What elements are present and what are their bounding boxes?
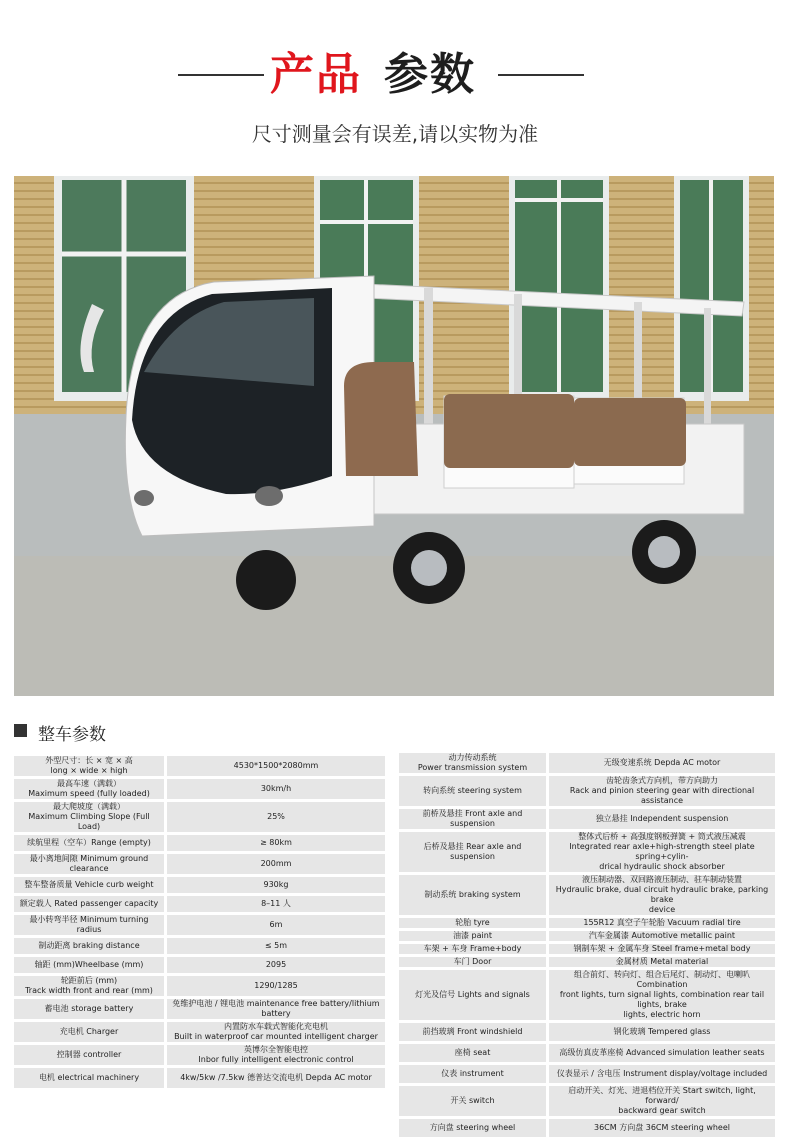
- spec-label: 动力传动系统 Power transmission system: [399, 753, 549, 773]
- spec-row: [14, 877, 385, 893]
- window-3: [509, 176, 609, 401]
- window-4: [674, 176, 749, 401]
- spec-row: [399, 1044, 775, 1062]
- spec-row: [399, 970, 775, 1020]
- spec-value: ≥ 80km: [167, 835, 385, 851]
- spec-row: [399, 931, 775, 941]
- spec-value: 独立悬挂 Independent suspension: [549, 809, 775, 829]
- spec-value: 8–11 人: [167, 896, 385, 912]
- spec-label: 灯光及信号 Lights and signals: [399, 970, 549, 1020]
- spec-row: [14, 756, 385, 776]
- spec-label: 制动距离 braking distance: [14, 938, 167, 954]
- spec-value: 36CM 方向盘 36CM steering wheel: [549, 1119, 775, 1137]
- spec-value: 4kw/5kw /7.5kw 德普达交流电机 Depda AC motor: [167, 1068, 385, 1088]
- spec-row: [399, 875, 775, 915]
- spec-label: 座椅 seat: [399, 1044, 549, 1062]
- spec-row: [14, 802, 385, 832]
- spec-label: 最高车速（满载） Maximum speed (fully loaded): [14, 779, 167, 799]
- spec-label: 制动系统 braking system: [399, 875, 549, 915]
- spec-value: 内置防水车载式智能化充电机 Built in waterproof car mounted intelligent charger: [167, 1022, 385, 1042]
- page-title-red: 产品: [270, 49, 362, 100]
- spec-row: [399, 809, 775, 829]
- spec-label: 最大爬坡度（满载） Maximum Climbing Slope (Full Load): [14, 802, 167, 832]
- spec-value: 1290/1285: [167, 976, 385, 996]
- spec-row: [399, 832, 775, 872]
- spec-value: ≤ 5m: [167, 938, 385, 954]
- spec-value: 液压制动器、双回路液压制动、驻车制动装置 Hydraulic brake, dual circuit hydraulic brake, parking brake device: [549, 875, 775, 915]
- spec-row: [14, 854, 385, 874]
- spec-label: 整车整备质量 Vehicle curb weight: [14, 877, 167, 893]
- spec-label: 开关 switch: [399, 1086, 549, 1116]
- spec-value: 金属材质 Metal material: [549, 957, 775, 967]
- spec-row: [399, 944, 775, 954]
- spec-row: [14, 835, 385, 851]
- spec-row: [14, 1045, 385, 1065]
- spec-label: 额定载人 Rated passenger capacity: [14, 896, 167, 912]
- spec-row: [399, 753, 775, 773]
- spec-row: [14, 976, 385, 996]
- spec-value: 仪表显示 / 含电压 Instrument display/voltage included: [549, 1065, 775, 1083]
- product-photo: [14, 176, 774, 696]
- spec-label: 充电机 Charger: [14, 1022, 167, 1042]
- spec-value: 高级仿真皮革座椅 Advanced simulation leather seats: [549, 1044, 775, 1062]
- spec-label: 仪表 instrument: [399, 1065, 549, 1083]
- section-title: 整车参数: [38, 725, 106, 745]
- page-subtitle: 尺寸测量会有误差,请以实物为准: [251, 122, 539, 146]
- page-title-dark: 参数: [384, 49, 476, 100]
- spec-value: 免维护电池 / 锂电池 maintenance free battery/lithium battery: [167, 999, 385, 1019]
- spec-row: [399, 957, 775, 967]
- spec-value: 25%: [167, 802, 385, 832]
- spec-row: [399, 1065, 775, 1083]
- spec-value: 英博尔全智能电控 Inbor fully intelligent electronic control: [167, 1045, 385, 1065]
- spec-value: 钢化玻璃 Tempered glass: [549, 1023, 775, 1041]
- spec-value: 齿轮齿条式方向机，带方向助力 Rack and pinion steering gear with directional assistance: [549, 776, 775, 806]
- spec-label: 油漆 paint: [399, 931, 549, 941]
- spec-row: [399, 918, 775, 928]
- spec-label: 车门 Door: [399, 957, 549, 967]
- spec-row: [14, 999, 385, 1019]
- spec-label: 轴距 (mm)Wheelbase (mm): [14, 957, 167, 973]
- spec-label: 控制器 controller: [14, 1045, 167, 1065]
- spec-row: [14, 915, 385, 935]
- spec-label: 外型尺寸：长 × 宽 × 高 long × wide × high: [14, 756, 167, 776]
- spec-label: 电机 electrical machinery: [14, 1068, 167, 1088]
- spec-label: 蓄电池 storage battery: [14, 999, 167, 1019]
- spec-table-left: [14, 753, 385, 1091]
- section-marker: [14, 724, 27, 737]
- title-left-rule: [178, 74, 264, 76]
- spec-label: 前挡玻璃 Front windshield: [399, 1023, 549, 1041]
- spec-label: 前桥及悬挂 Front axle and suspension: [399, 809, 549, 829]
- title-right-rule: [498, 74, 584, 76]
- spec-label: 续航里程（空车）Range (empty): [14, 835, 167, 851]
- spec-row: [14, 1068, 385, 1088]
- spec-value: 2095: [167, 957, 385, 973]
- spec-table-right: [399, 750, 775, 1140]
- spec-value: 155R12 真空子午轮胎 Vacuum radial tire: [549, 918, 775, 928]
- spec-row: [399, 1086, 775, 1116]
- spec-row: [14, 938, 385, 954]
- spec-label: 最小离地间隙 Minimum ground clearance: [14, 854, 167, 874]
- spec-value: 汽车金属漆 Automotive metallic paint: [549, 931, 775, 941]
- spec-value: 组合前灯、转向灯、组合后尾灯、制动灯、电喇叭 Combination front lights, turn signal lights, combination rear tail lights, brake lights, electric horn: [549, 970, 775, 1020]
- page-title: [0, 38, 790, 98]
- spec-row: [399, 776, 775, 806]
- spec-row: [14, 779, 385, 799]
- spec-row: [14, 1022, 385, 1042]
- spec-label: 轮胎 tyre: [399, 918, 549, 928]
- spec-row: [399, 1119, 775, 1137]
- spec-value: 4530*1500*2080mm: [167, 756, 385, 776]
- spec-value: 200mm: [167, 854, 385, 874]
- spec-label: 方向盘 steering wheel: [399, 1119, 549, 1137]
- spec-value: 无级变速系统 Depda AC motor: [549, 753, 775, 773]
- spec-row: [399, 1023, 775, 1041]
- spec-value: 930kg: [167, 877, 385, 893]
- spec-value: 6m: [167, 915, 385, 935]
- spec-value: 30km/h: [167, 779, 385, 799]
- spec-value: 启动开关、灯光、进退档位开关 Start switch, light, forward/ backward gear switch: [549, 1086, 775, 1116]
- spec-label: 最小转弯半径 Minimum turning radius: [14, 915, 167, 935]
- spec-row: [14, 957, 385, 973]
- spec-value: 钢制车架 + 金属车身 Steel frame+metal body: [549, 944, 775, 954]
- spec-row: [14, 896, 385, 912]
- spec-value: 整体式后桥 + 高强度钢板弹簧 + 筒式液压减震 Integrated rear axle+high-strength steel plate spring+cylin- drical hydraulic shock absorber: [549, 832, 775, 872]
- spec-label: 轮距前后 (mm) Track width front and rear (mm): [14, 976, 167, 996]
- spec-label: 转向系统 steering system: [399, 776, 549, 806]
- spec-label: 车架 + 车身 Frame+body: [399, 944, 549, 954]
- spec-label: 后桥及悬挂 Rear axle and suspension: [399, 832, 549, 872]
